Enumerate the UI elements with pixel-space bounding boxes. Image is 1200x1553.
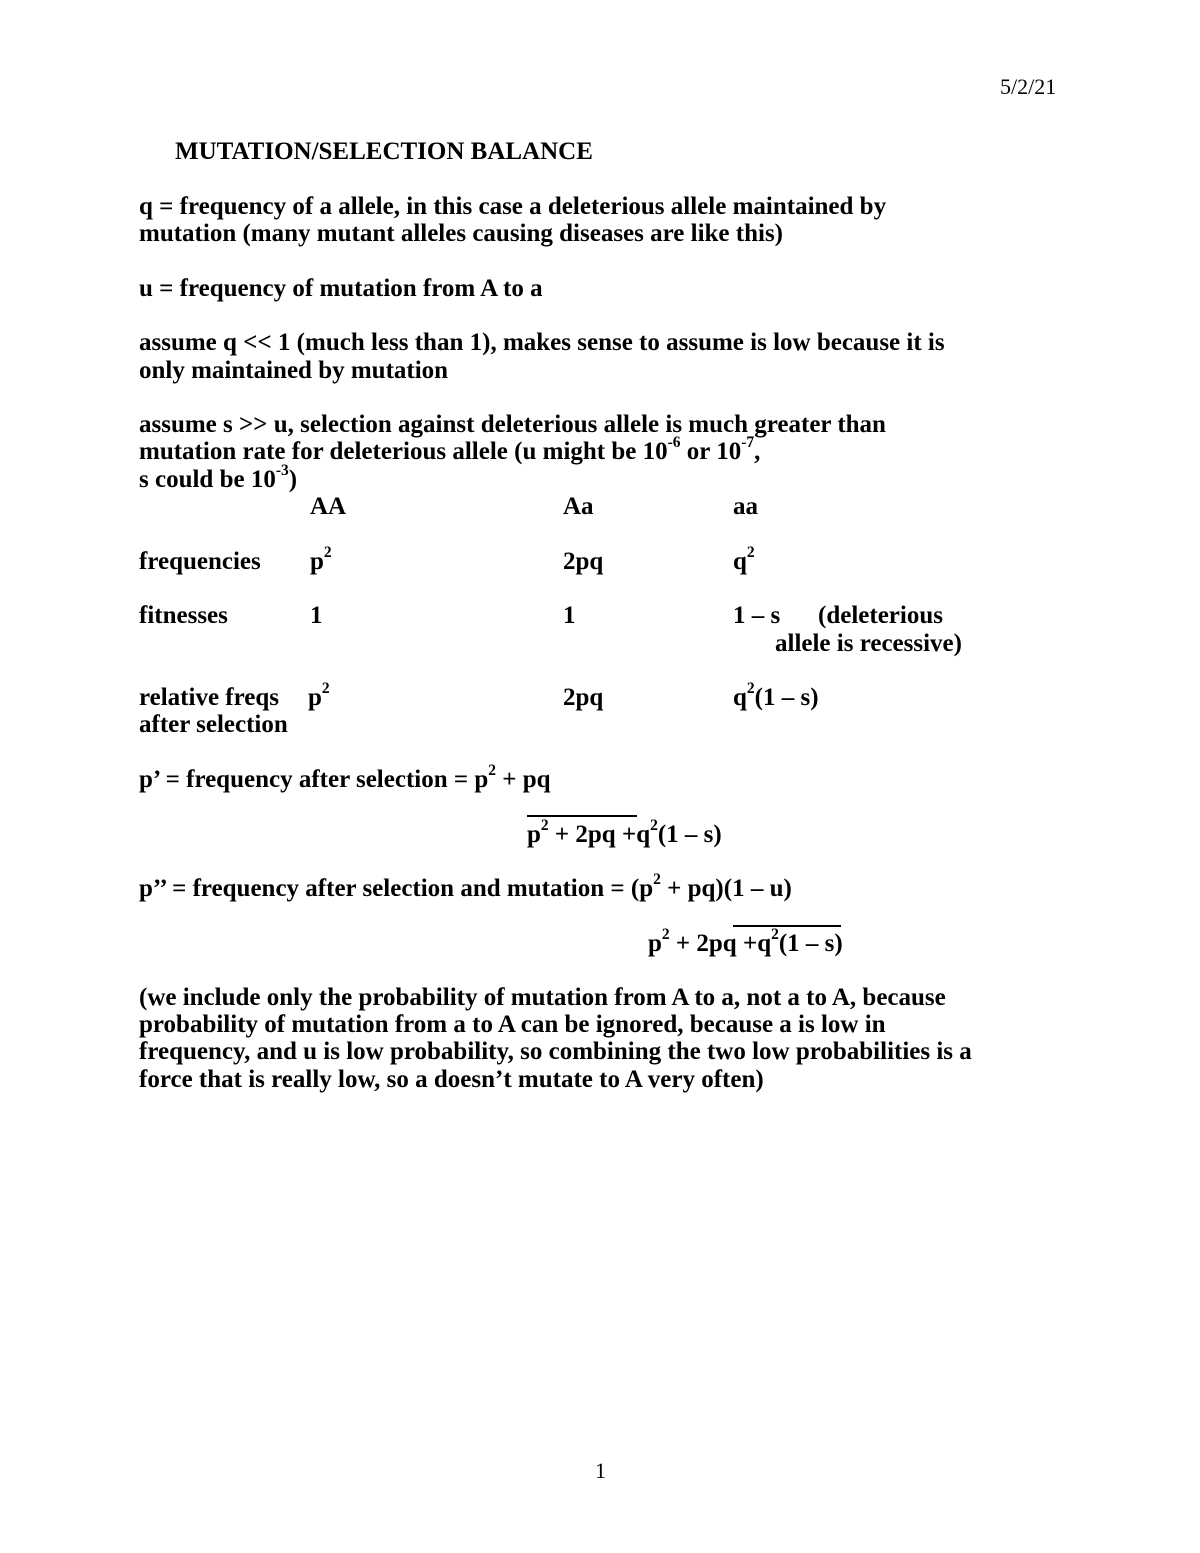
equation-p-prime-denominator: $p^2 + 2pq +q^2(1 - s)$ [527, 816, 722, 848]
header-date: 5/2/21 [1000, 74, 1057, 99]
definition-q-line2: mutation (many mutant alleles causing diseases are like this) [139, 220, 783, 247]
closing-line3: frequency, and u is low probability, so combining the two low probabilities is a [139, 1038, 972, 1065]
recessive-note-line1: (deleterious [818, 602, 943, 629]
fitness-AA: 1 [310, 602, 323, 629]
assumption-s-line2: mutation rate for deleterious allele (u might be $10^{-6}$ or $10^{-7}$, [139, 433, 761, 465]
page-title: MUTATION/SELECTION BALANCE [175, 138, 593, 165]
genotype-header-aa: aa [733, 493, 758, 520]
assumption-s-line1: assume s >> u, selection against deleterious allele is much greater than [139, 411, 886, 438]
freq-AA: $p^2$ [310, 543, 332, 575]
equation-p-double-prime-numerator: p’’ = frequency after selection and mutation = $(p^2 + pq)(1 - u)$ [139, 870, 792, 902]
freq-aa: $q^2$ [733, 543, 755, 575]
row-label-relative-line1: relative freqs [139, 684, 280, 711]
assumption-q-line1: assume q << 1 (much less than 1), makes sense to assume is low because it is [139, 329, 945, 356]
assumption-s-line3: s could be $10^{-3}$) [139, 461, 298, 493]
fraction-bar-2 [733, 925, 841, 927]
closing-line2: probability of mutation from a to A can be ignored, because a is low in [139, 1011, 886, 1038]
assumption-q-line2: only maintained by mutation [139, 357, 449, 384]
page-number: 1 [595, 1458, 606, 1483]
closing-line4: force that is really low, so a doesn’t mutate to A very often) [139, 1066, 764, 1093]
relfreq-AA: $p^2$ [308, 679, 330, 711]
row-label-fitnesses: fitnesses [139, 602, 228, 629]
relfreq-aa: $q^2(1 - s)$ [733, 679, 819, 711]
relfreq-Aa: 2pq [563, 684, 604, 711]
freq-Aa: 2pq [563, 548, 604, 575]
recessive-note-line2: allele is recessive) [775, 630, 962, 657]
definition-u: u = frequency of mutation from A to a [139, 275, 543, 302]
row-label-relative-line2: after selection [139, 711, 288, 738]
closing-line1: (we include only the probability of mutation from A to a, not a to A, because [139, 984, 946, 1011]
genotype-header-Aa: Aa [563, 493, 594, 520]
fitness-Aa: 1 [563, 602, 576, 629]
equation-p-double-prime-denominator: $p^2 + 2pq +q^2(1 - s)$ [648, 925, 843, 957]
row-label-frequencies: frequencies [139, 548, 261, 575]
fitness-aa: 1 – s [733, 602, 781, 629]
equation-p-prime-numerator: p’ = frequency after selection = $p^2$ + pq [139, 761, 551, 793]
definition-q-line1: q = frequency of a allele, in this case a deleterious allele maintained by [139, 193, 887, 220]
genotype-header-AA: AA [310, 493, 347, 520]
